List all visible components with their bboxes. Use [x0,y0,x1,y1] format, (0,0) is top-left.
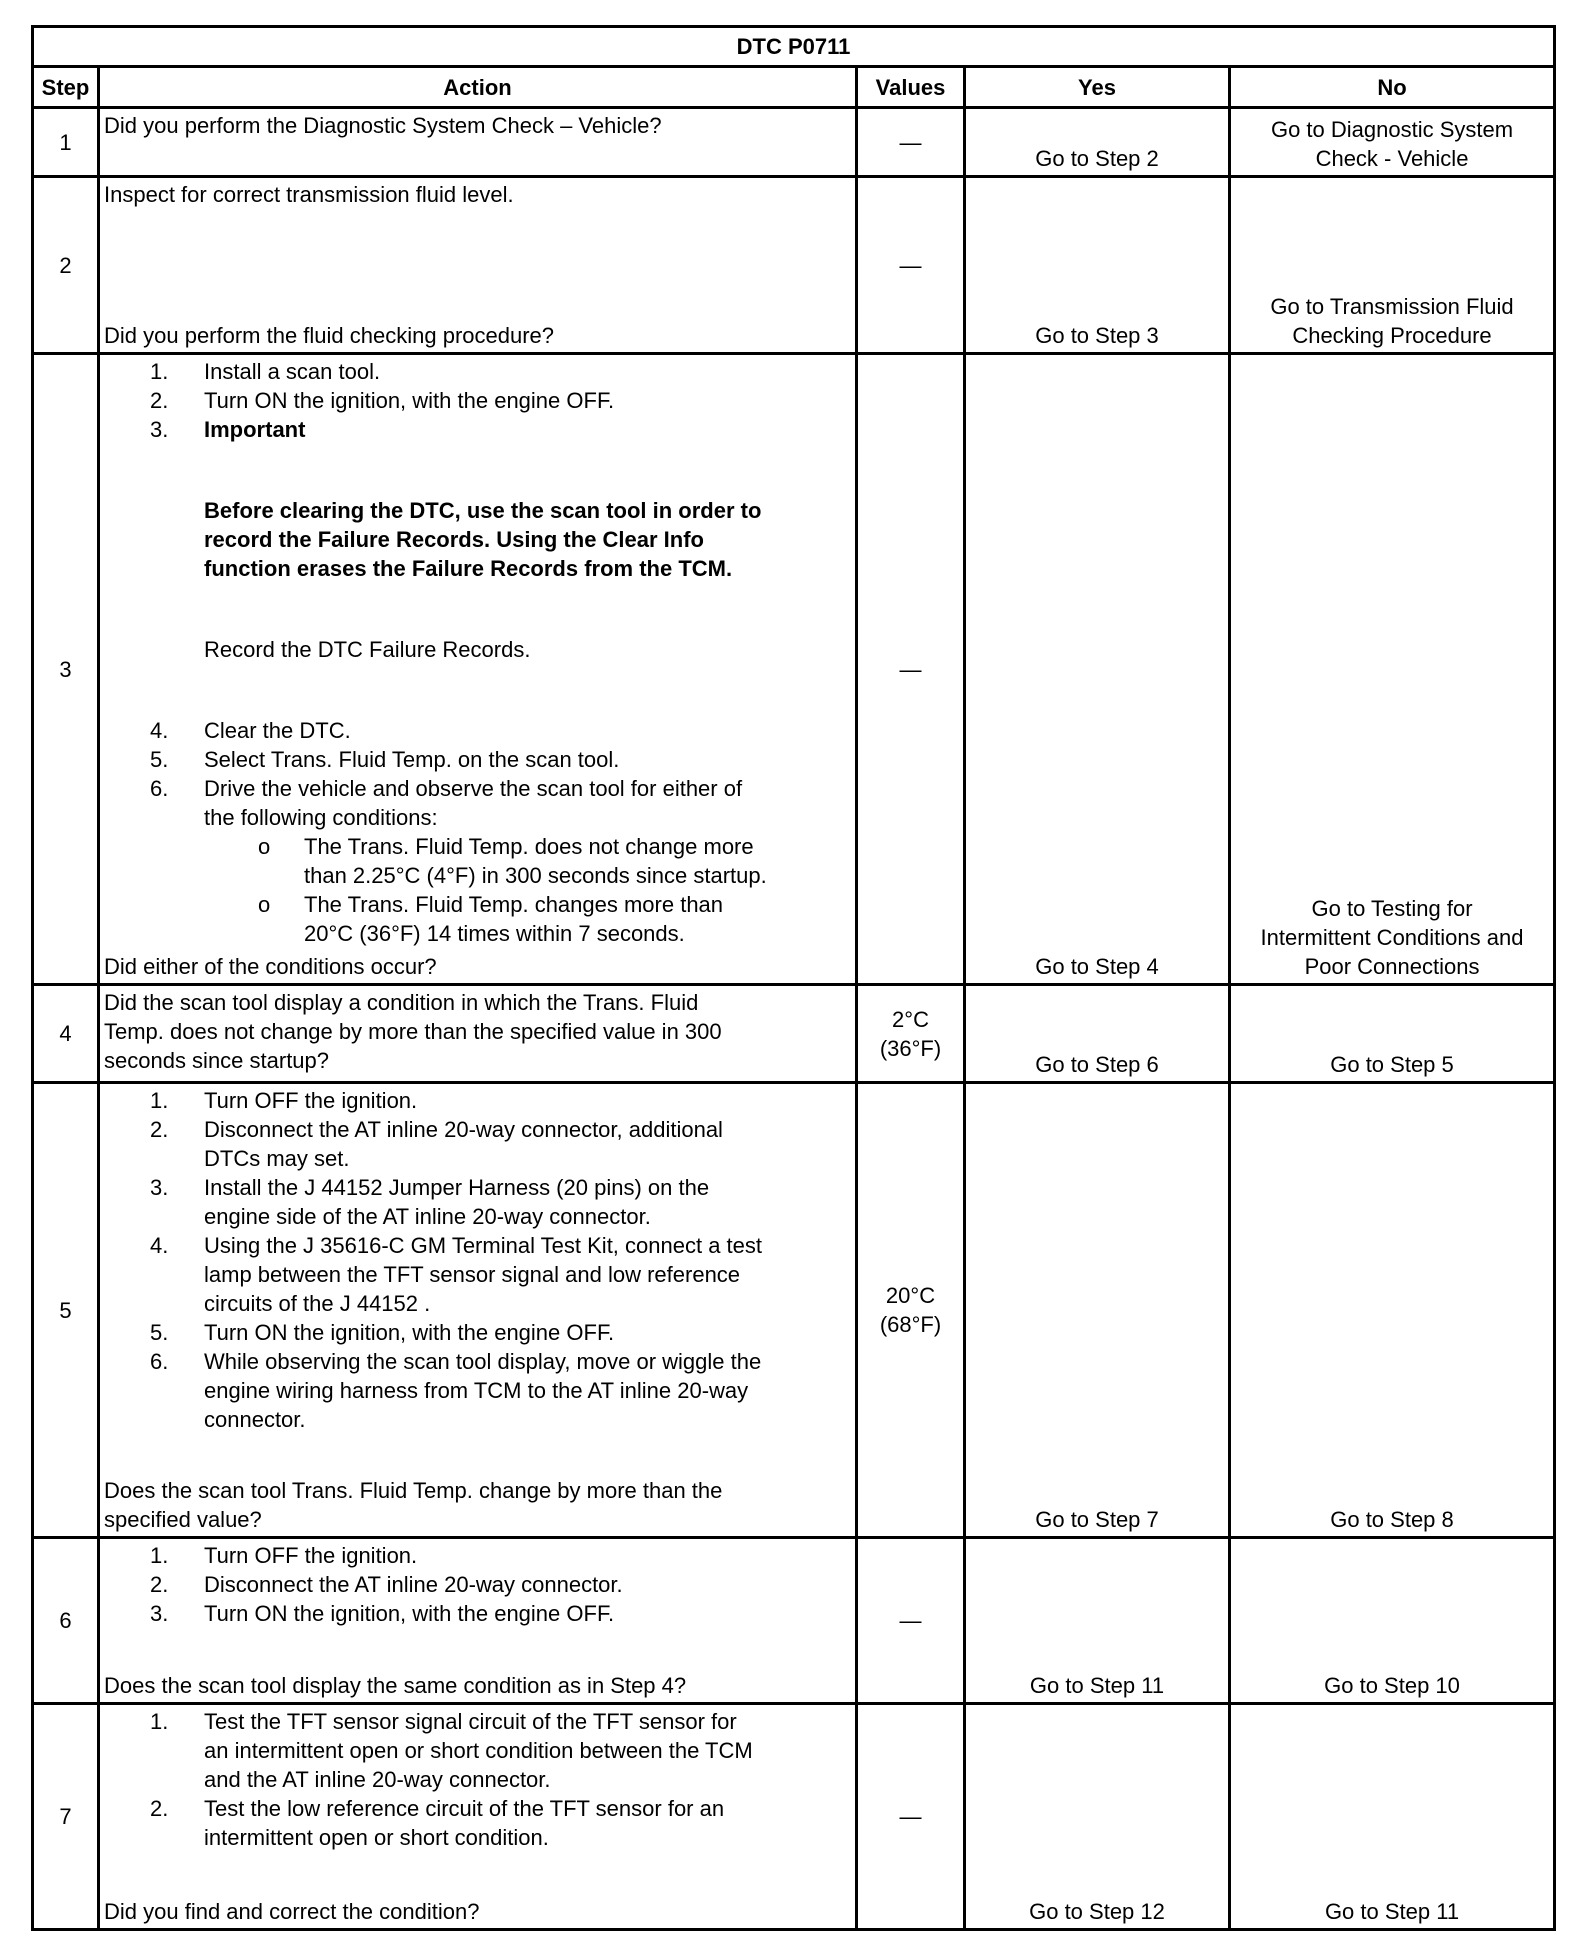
action-cell [99,108,857,177]
step-text: Select Trans. Fluid Temp. on the scan tool. [204,747,620,772]
action-text: Did you perform the Diagnostic System Check – Vehicle? [104,113,662,138]
action-content [100,1084,855,1536]
no-link[interactable]: Go to Step 11 [1324,1899,1460,1924]
step-index: 3. [150,417,169,442]
bullet-icon: o [258,834,271,859]
no-link[interactable]: Go to Step 8 [1330,1507,1454,1532]
table-row [33,354,1555,985]
sub-condition [104,890,851,948]
header-values: Values [857,67,965,108]
action-steps [104,111,851,140]
step-index: 2. [150,1117,169,1142]
step-index: 3. [150,1175,169,1200]
step-index: 4. [150,718,169,743]
action-text: Inspect for correct transmission fluid level. [104,182,514,207]
numbered-step [104,1570,851,1599]
step-number: 7 [33,1704,99,1930]
action-content [100,178,855,352]
no-link[interactable]: Go to Transmission Fluid Checking Procedure [1270,294,1514,348]
step-number: 4 [33,985,99,1083]
yes-cell [965,354,1230,985]
no-cell [1230,1538,1555,1704]
step-index: 1. [150,1088,169,1113]
numbered-step [104,774,851,832]
step-text: Using the J 35616-C GM Terminal Test Kit, connect a test lamp between the TFT sensor signal and low reference circuits of the J 44152 . [204,1233,763,1316]
step-number: 2 [33,177,99,354]
action-paragraph: Record the DTC Failure Records. [204,637,531,662]
step-number: 1 [33,108,99,177]
step-text: Turn ON the ignition, with the engine OFF. [204,388,615,413]
spacer [104,583,851,609]
step-index: 6. [150,1349,169,1374]
step-index: 2. [150,388,169,413]
numbered-step [104,1115,851,1173]
no-cell [1230,1704,1555,1930]
action-question: Does the scan tool Trans. Fluid Temp. change by more than the specified value? [104,1478,723,1532]
action-cell [99,1083,857,1538]
step-index: 1. [150,1543,169,1568]
action-question: Did you perform the fluid checking procedure? [104,323,555,348]
spacer [104,664,851,690]
yes-link[interactable]: Go to Step 3 [1035,323,1159,348]
step-index: 6. [150,776,169,801]
action-cell [99,985,857,1083]
action-steps [104,1707,851,1852]
step-text: Install a scan tool. [204,359,381,384]
step-number: 5 [33,1083,99,1538]
numbered-step [104,1318,851,1347]
table-row [33,1704,1555,1930]
no-link[interactable]: Go to Testing for Intermittent Conditions and Poor Connections [1260,896,1524,979]
numbered-step [104,1086,851,1115]
yes-link[interactable]: Go to Step 11 [1029,1673,1165,1698]
step-text: Turn OFF the ignition. [204,1088,418,1113]
action-steps [104,1086,851,1434]
no-cell [1230,985,1555,1083]
numbered-step [104,1541,851,1570]
value-cell: 2°C (36°F) [857,985,965,1083]
step-index: 4. [150,1233,169,1258]
yes-cell [965,177,1230,354]
action-question: Does the scan tool display the same condition as in Step 4? [104,1673,687,1698]
no-link[interactable]: Go to Step 10 [1324,1673,1460,1698]
step-text: Clear the DTC. [204,718,351,743]
numbered-step [104,1347,851,1434]
action-cell [99,177,857,354]
numbered-step [104,1231,851,1318]
important-note: Before clearing the DTC, use the scan tool in order to record the Failure Records. Using the Clear Info function erases the Failure Records from the TCM. [204,498,762,581]
action-cell [99,1704,857,1930]
yes-link[interactable]: Go to Step 6 [1035,1052,1159,1077]
yes-cell [965,1083,1230,1538]
step-text: Turn OFF the ignition. [204,1543,418,1568]
action-steps [104,1541,851,1628]
sub-condition [104,832,851,890]
value-cell: — [857,177,965,354]
header-yes: Yes [965,67,1230,108]
step-text: Test the TFT sensor signal circuit of the TFT sensor for an intermittent open or short condition between the TCM and the AT inline 20-way connector. [204,1709,753,1792]
numbered-step [104,386,851,415]
numbered-step [104,1707,851,1794]
no-cell [1230,1083,1555,1538]
step-text: Turn ON the ignition, with the engine OFF. [204,1601,615,1626]
yes-cell [965,108,1230,177]
action-cell [99,354,857,985]
step-text: Install the J 44152 Jumper Harness (20 pins) on the engine side of the AT inline 20-way connector. [204,1175,710,1229]
step-number: 3 [33,354,99,985]
spacer [104,470,851,496]
step-index: 5. [150,1320,169,1345]
step-number: 6 [33,1538,99,1704]
action-question: Did either of the conditions occur? [104,954,437,979]
table-row [33,108,1555,177]
table-row [33,1083,1555,1538]
table-title: DTC P0711 [33,27,1555,67]
header-action: Action [99,67,857,108]
no-link[interactable]: Go to Step 5 [1330,1052,1454,1077]
step-index: 1. [150,359,169,384]
value-cell: — [857,354,965,985]
spacer [104,690,851,716]
step-index: 1. [150,1709,169,1734]
value-cell: — [857,1704,965,1930]
step-index: 2. [150,1796,169,1821]
yes-link[interactable]: Go to Step 2 [1035,146,1159,171]
header-no: No [1230,67,1555,108]
dtc-table [31,25,1556,1931]
yes-cell [965,1704,1230,1930]
numbered-step [104,1173,851,1231]
action-content [100,1705,855,1928]
numbered-step [104,716,851,745]
step-index: 3. [150,1601,169,1626]
value-cell: 20°C (68°F) [857,1083,965,1538]
numbered-step [104,357,851,386]
no-cell [1230,108,1555,177]
table-row [33,177,1555,354]
step-text: Important [204,417,306,442]
table-row [33,1538,1555,1704]
action-steps [104,180,851,209]
spacer [104,609,851,635]
numbered-step [104,745,851,774]
yes-cell [965,985,1230,1083]
action-content [100,1539,855,1702]
condition-text: The Trans. Fluid Temp. does not change more than 2.25°C (4°F) in 300 seconds since startup. [304,834,767,888]
no-cell [1230,177,1555,354]
step-text: Disconnect the AT inline 20-way connector. [204,1572,623,1597]
step-text: Turn ON the ignition, with the engine OFF. [204,1320,615,1345]
action-content [100,986,855,1081]
action-content [100,109,855,175]
numbered-step [104,1794,851,1852]
yes-link[interactable]: Go to Step 12 [1029,1899,1165,1924]
step-index: 5. [150,747,169,772]
yes-link[interactable]: Go to Step 7 [1035,1507,1159,1532]
step-text: Drive the vehicle and observe the scan tool for either of the following conditions: [204,776,743,830]
action-question: Did you find and correct the condition? [104,1899,480,1924]
step-index: 2. [150,1572,169,1597]
step-text: Disconnect the AT inline 20-way connector, additional DTCs may set. [204,1117,723,1171]
no-cell [1230,354,1555,985]
bullet-icon: o [258,892,271,917]
table-row [33,985,1555,1083]
numbered-step [104,1599,851,1628]
action-cell [99,1538,857,1704]
numbered-step [104,415,851,444]
value-cell: — [857,108,965,177]
action-content [100,355,855,983]
header-step: Step [33,67,99,108]
step-text: Test the low reference circuit of the TFT sensor for an intermittent open or short condition. [204,1796,725,1850]
step-text: While observing the scan tool display, move or wiggle the engine wiring harness from TCM to the AT inline 20-way connector. [204,1349,762,1432]
no-link[interactable]: Go to Diagnostic System Check - Vehicle [1270,117,1514,171]
condition-text: The Trans. Fluid Temp. changes more than 20°C (36°F) 14 times within 7 seconds. [304,892,724,946]
action-steps [104,357,851,948]
value-cell: — [857,1538,965,1704]
yes-cell [965,1538,1230,1704]
spacer [104,444,851,470]
yes-link[interactable]: Go to Step 4 [1035,954,1159,979]
action-steps [104,988,851,1075]
action-text: Did the scan tool display a condition in which the Trans. Fluid Temp. does not change by more than the specified value in 300 seconds since startup? [104,990,722,1073]
